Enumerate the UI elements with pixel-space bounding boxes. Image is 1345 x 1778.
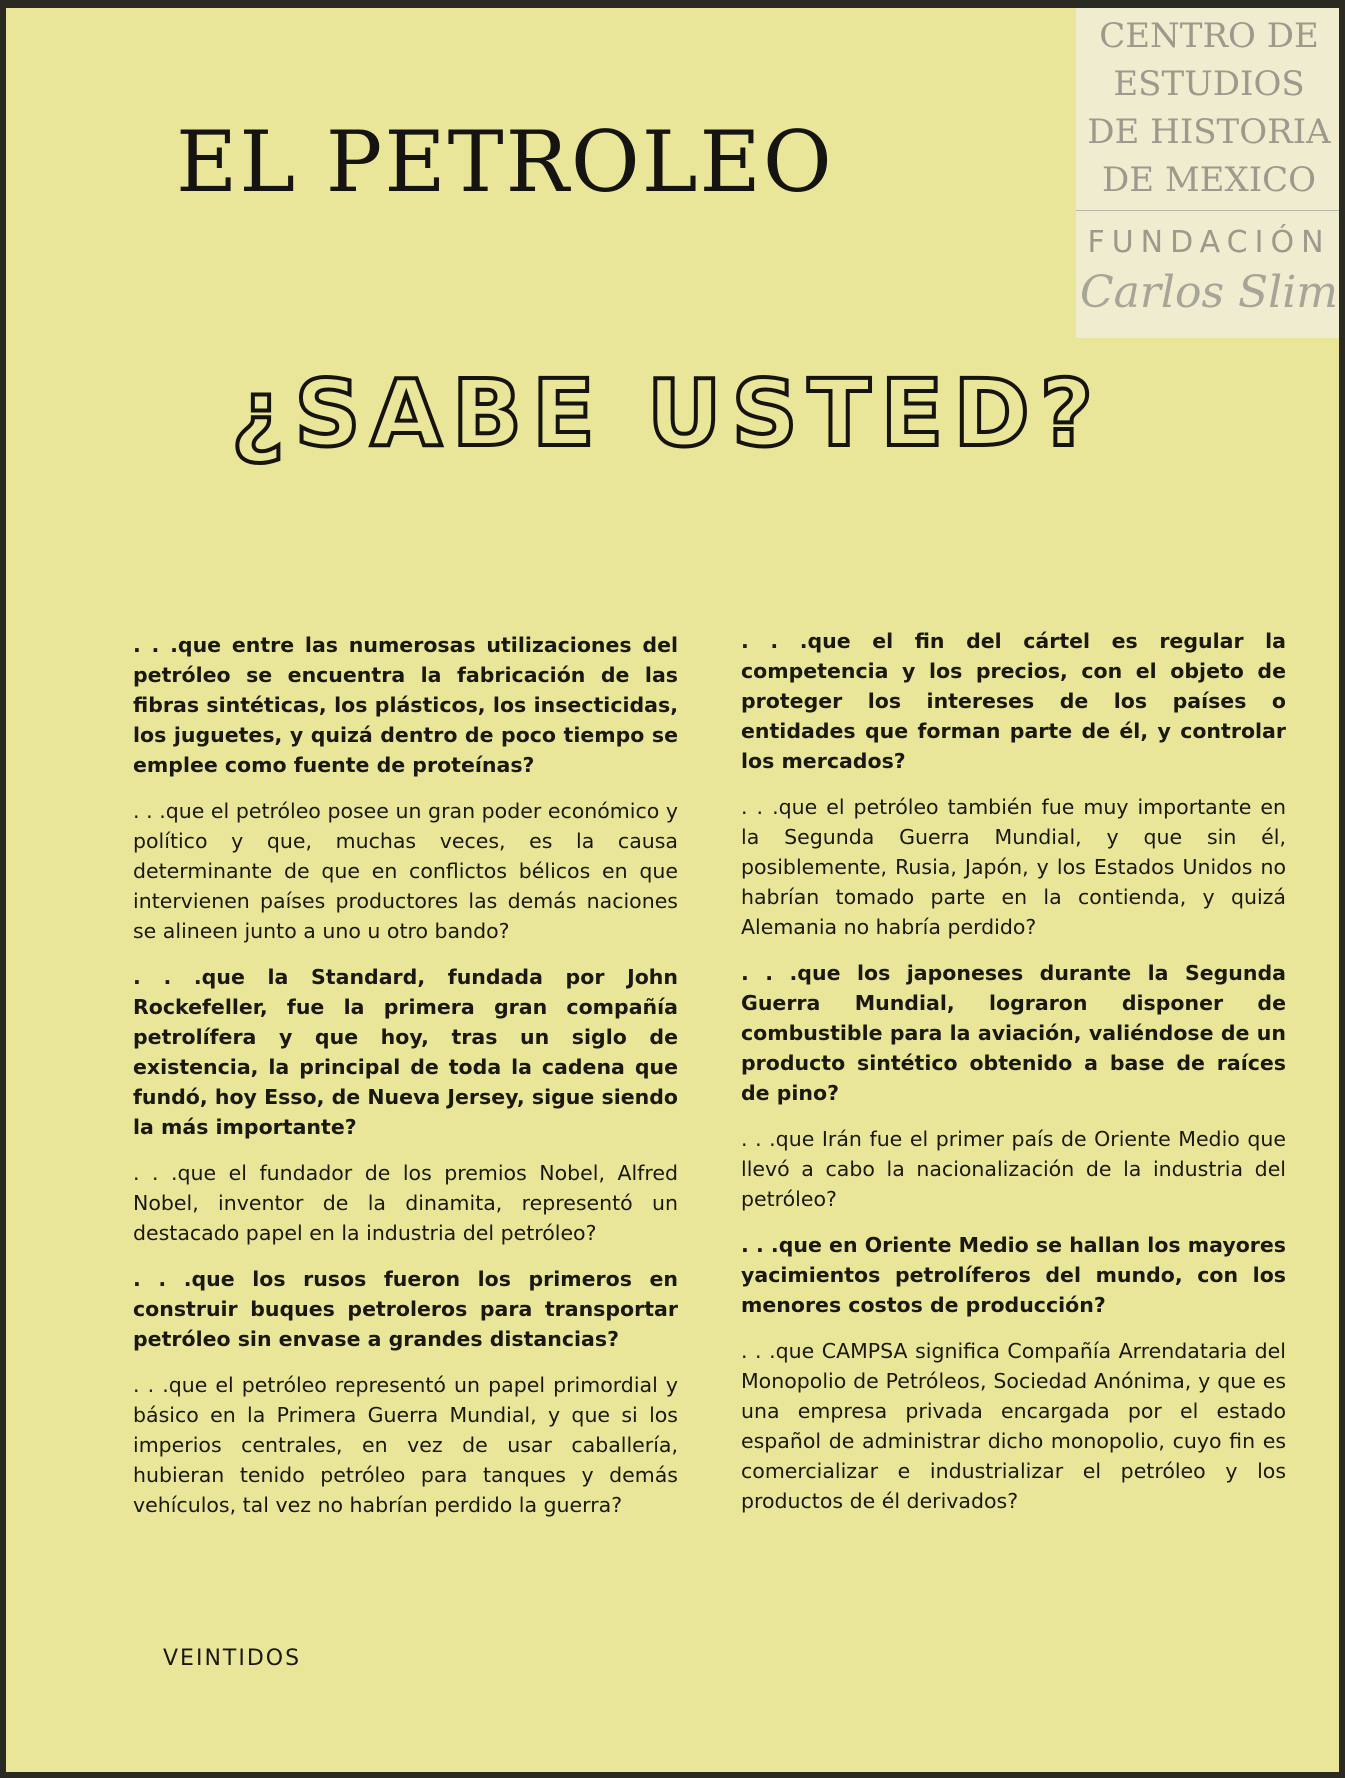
archive-watermark <box>1076 8 1339 338</box>
magazine-page <box>6 8 1339 1772</box>
left-column <box>133 630 678 1536</box>
question-paragraph: . . .que el petróleo representó un papel primordial y básico en la Primera Guerra Mundial, y que si los imperios centrales, en vez de usar caballería, hubieran tenido petróleo para tanques y demás vehículos, tal vez no habrían perdido la guerra? <box>133 1373 678 1517</box>
question-paragraph: . . .que los rusos fueron los primeros en construir buques petroleros para transportar petróleo sin envase a grandes distancias? <box>133 1267 678 1351</box>
question-paragraph: . . .que la Standard, fundada por John Rockefeller, fue la primera gran compañía petrolífera y que hoy, tras un siglo de existencia, la principal de toda la cadena que fundó, hoy Esso, de Nueva Jersey, sigue siendo la más importante? <box>133 965 678 1139</box>
question-paragraph: . . .que el petróleo también fue muy importante en la Segunda Guerra Mundial, y que sin él, posiblemente, Rusia, Japón, y los Estados Unidos no habrían tomado parte en la contienda, y quizá Alemania no habría perdido? <box>741 795 1286 939</box>
page-number: VEINTIDOS <box>163 1646 302 1671</box>
question-paragraph: . . .que el fundador de los premios Nobel, Alfred Nobel, inventor de la dinamita, representó un destacado papel en la industria del petróleo? <box>133 1161 678 1245</box>
watermark-signature: Carlos Slim <box>1079 267 1339 318</box>
watermark-line: DE HISTORIA <box>1087 112 1331 152</box>
question-paragraph: . . .que el fin del cártel es regular la competencia y los precios, con el objeto de proteger los intereses de los países o entidades que forman parte de él, y controlar los mercados? <box>741 629 1286 773</box>
watermark-line: ESTUDIOS <box>1113 64 1305 104</box>
watermark-foundation: FUNDACIÓN <box>1087 225 1331 260</box>
watermark-line: CENTRO DE <box>1099 16 1319 56</box>
watermark-line: DE MEXICO <box>1101 160 1317 200</box>
watermark-divider <box>1076 210 1339 211</box>
question-paragraph: . . .que los japoneses durante la Segunda Guerra Mundial, lograron disponer de combustible para la aviación, valiéndose de un producto sintético obtenido a base de raíces de pino? <box>741 961 1286 1105</box>
page-subtitle: ¿SABE USTED? <box>231 360 1104 467</box>
question-paragraph: . . .que entre las numerosas utilizaciones del petróleo se encuentra la fabricación de las fibras sintéticas, los plásticos, los insecticidas, los juguetes, y quizá dentro de poco tiempo se emplee como fuente de proteínas? <box>133 633 678 777</box>
question-paragraph: . . .que Irán fue el primer país de Oriente Medio que llevó a cabo la nacionalización de la industria del petróleo? <box>741 1127 1286 1211</box>
question-paragraph: . . .que CAMPSA significa Compañía Arrendataria del Monopolio de Petróleos, Sociedad Anónima, y que es una empresa privada encargada por el estado español de administrar dicho monopolio, cuyo fin es comercializar e industrializar el petróleo y los productos de él derivados? <box>741 1339 1286 1513</box>
question-paragraph: . . .que el petróleo posee un gran poder económico y político y que, muchas veces, es la causa determinante de que en conflictos bélicos en que intervienen países productores las demás naciones se alineen junto a uno u otro bando? <box>133 799 678 943</box>
page-title: EL PETROLEO <box>176 113 834 211</box>
right-column <box>741 626 1286 1532</box>
question-paragraph: . . .que en Oriente Medio se hallan los mayores yacimientos petrolíferos del mundo, con los menores costos de producción? <box>741 1233 1286 1317</box>
